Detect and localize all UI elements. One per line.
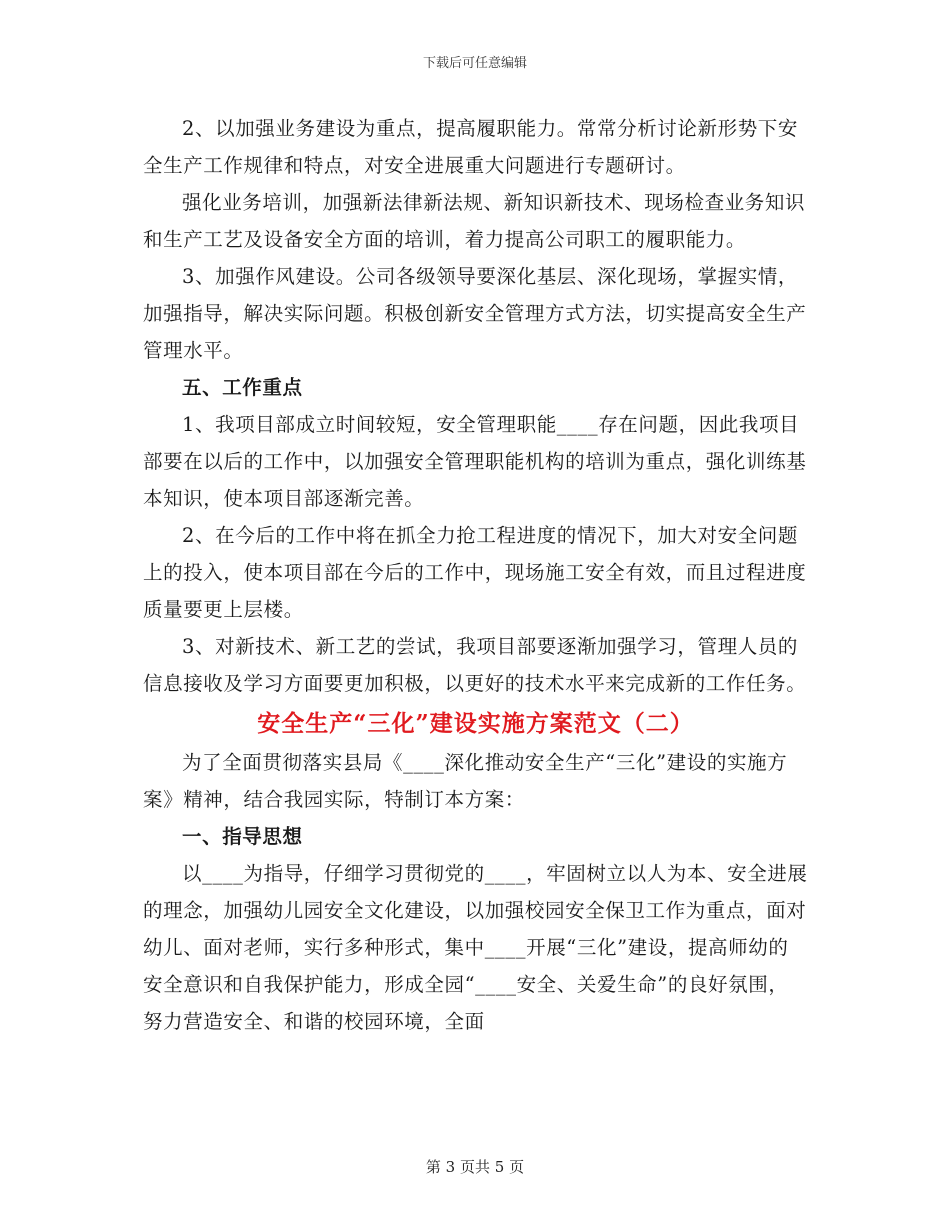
paragraph-focus-3: 3、对新技术、新工艺的尝试，我项目部要逐渐加强学习，管理人员的信息接收及学习方面要更加积极，以更好的技术水平来完成新的工作任务。 — [143, 635, 807, 695]
paragraph-intro: 为了全面贯彻落实县局《____深化推动安全生产“三化”建设的实施方案》精神，结合我园实际，特制订本方案： — [143, 751, 788, 811]
paragraph-focus-1: 1、我项目部成立时间较短，安全管理职能____存在问题，因此我项目部要在以后的工作中，以加强安全管理职能机构的培训为重点，强化训练基本知识，使本项目部逐渐完善。 — [143, 413, 807, 510]
section-heading-work-focus: 五、工作重点 — [182, 376, 303, 399]
paragraph-business-building: 2、以加强业务建设为重点，提高履职能力。常常分析讨论新形势下安全生产工作规律和特点，对安全进展重大问题进行专题研讨。 — [143, 117, 799, 177]
paragraph-business-training: 强化业务培训，加强新法律新法规、新知识新技术、现场检查业务知识和生产工艺及设备安全方面的培训，着力提高公司职工的履职能力。 — [143, 191, 806, 251]
paragraph-focus-2: 2、在今后的工作中将在抓全力抢工程进度的情况下，加大对安全问题上的投入，使本项目部在今后的工作中，现场施工安全有效，而且过程进度质量要更上层楼。 — [143, 524, 807, 621]
section-heading-guiding-thought: 一、指导思想 — [182, 825, 303, 848]
page-number: 第 3 页共 5 页 — [425, 1158, 525, 1176]
document-body — [143, 110, 808, 1040]
page-header: 下载后可任意编辑 — [422, 56, 527, 71]
paragraph-guiding-thought: 以____为指导，仔细学习贯彻党的____，牢固树立以人为本、安全进展的理念，加强幼儿园安全文化建设，以加强校园安全保卫工作为重点，面对幼儿、面对老师，实行多种形式，集中____开展“三化”建设，提高师幼的安全意识和自我保护能力，形成全园“____安全、关爱生命”的良好氛围，努力营造安全、和谐的校园环境，全面 — [143, 862, 808, 1033]
paragraph-work-style: 3、加强作风建设。公司各级领导要深化基层、深化现场，掌握实情，加强指导，解决实际问题。积极创新安全管理方式方法，切实提高安全生产管理水平。 — [143, 265, 807, 362]
document-title: 安全生产“三化”建设实施方案范文（二） — [257, 710, 694, 737]
